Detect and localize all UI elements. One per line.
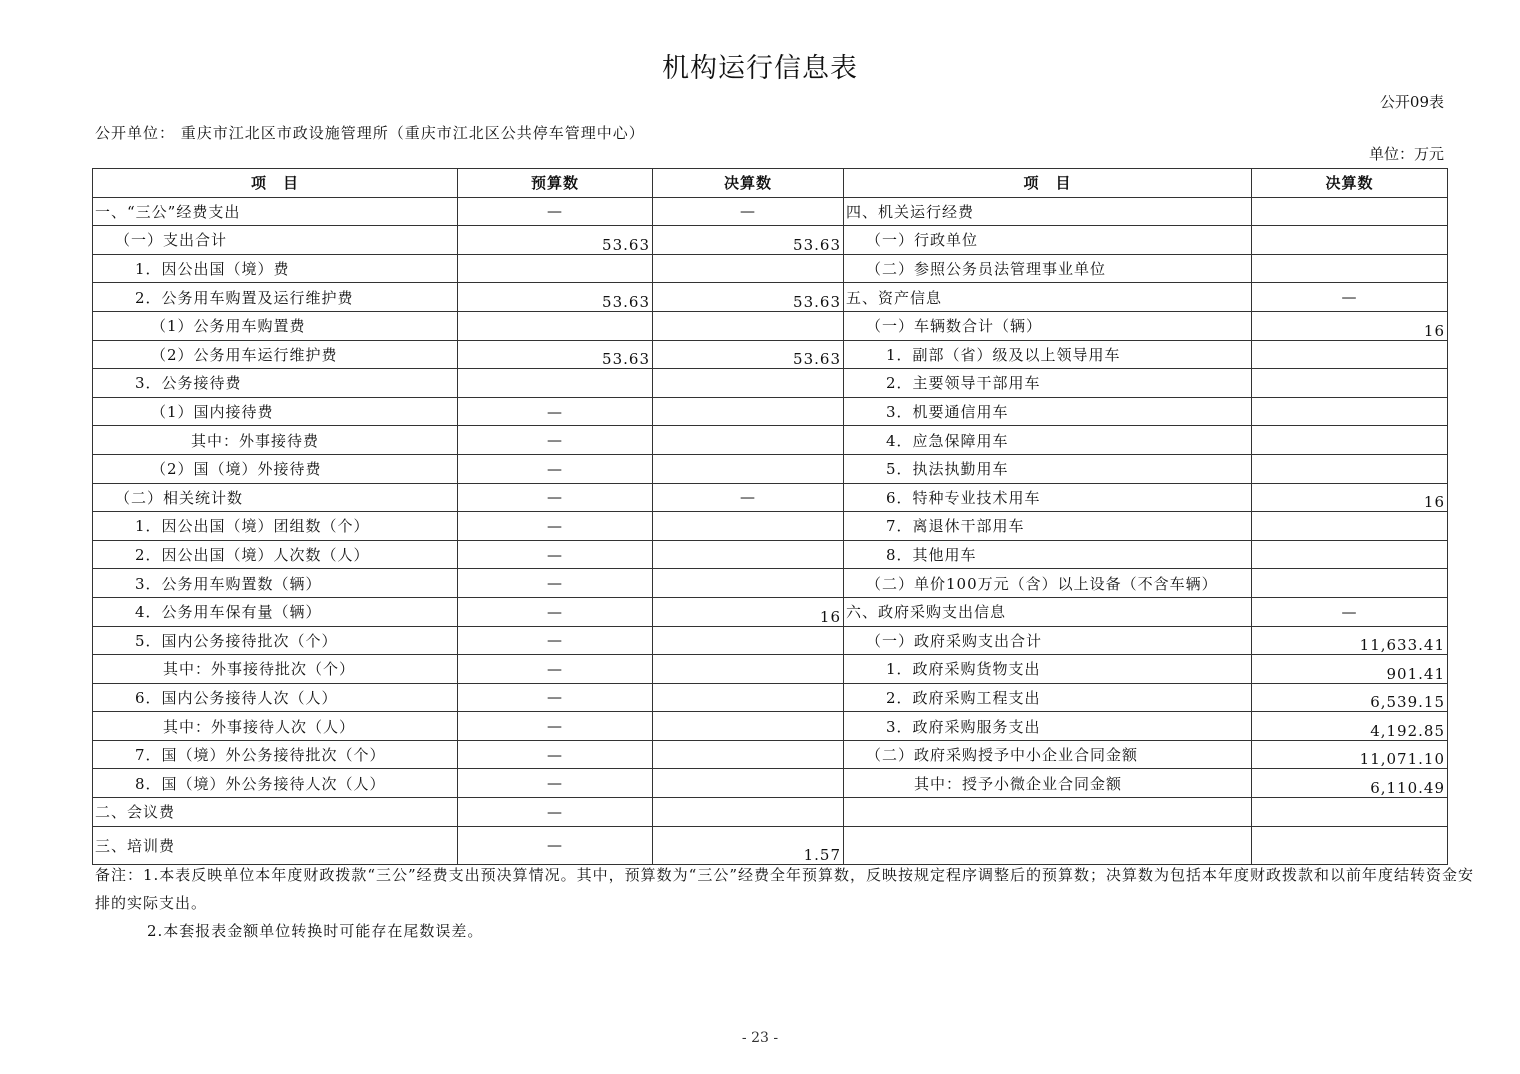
final-value-right: 6,539.15 [1252, 683, 1448, 712]
table-row [93, 683, 1448, 712]
right-item-label: 7．离退休干部用车 [844, 512, 1252, 541]
left-item-label: 其中：外事接待人次（人） [93, 712, 458, 741]
right-item-label: （一）车辆数合计（辆） [844, 311, 1252, 340]
left-item-label: （2）公务用车运行维护费 [93, 340, 458, 369]
right-item-label: （二）政府采购授予中小企业合同金额 [844, 740, 1252, 769]
final-value-left [653, 454, 844, 483]
right-item-label [844, 798, 1252, 827]
table-row [93, 540, 1448, 569]
final-value-left: 1.57 [653, 826, 844, 864]
budget-value: — [458, 483, 653, 512]
final-value-left: — [653, 483, 844, 512]
final-value-right [1252, 826, 1448, 864]
currency-unit: 单位：万元 [1368, 145, 1444, 163]
right-item-label: （二）单价100万元（含）以上设备（不含车辆） [844, 569, 1252, 598]
table-header-row [93, 169, 1448, 198]
budget-value: — [458, 540, 653, 569]
left-item-label: 3．公务用车购置数（辆） [93, 569, 458, 598]
final-value-right [1252, 798, 1448, 827]
table-row [93, 626, 1448, 655]
final-value-left [653, 369, 844, 398]
final-value-left: 53.63 [653, 283, 844, 312]
final-value-right [1252, 254, 1448, 283]
budget-value: — [458, 426, 653, 455]
table-row [93, 712, 1448, 741]
table-body [93, 197, 1448, 864]
header-final-left: 决算数 [653, 169, 844, 198]
final-value-right: 6,110.49 [1252, 769, 1448, 798]
note-2: 2.本套报表金额单位转换时可能存在尾数误差。 [147, 922, 484, 940]
left-item-label: 二、会议费 [93, 798, 458, 827]
left-item-label: 1．因公出国（境）团组数（个） [93, 512, 458, 541]
table-row [93, 483, 1448, 512]
right-item-label: 六、政府采购支出信息 [844, 597, 1252, 626]
final-value-right [1252, 369, 1448, 398]
budget-value: 53.63 [458, 283, 653, 312]
left-item-label: 5．国内公务接待批次（个） [93, 626, 458, 655]
right-item-label: （二）参照公务员法管理事业单位 [844, 254, 1252, 283]
budget-value: — [458, 512, 653, 541]
right-item-label: 6．特种专业技术用车 [844, 483, 1252, 512]
right-item-label: 3．机要通信用车 [844, 397, 1252, 426]
left-item-label: 1．因公出国（境）费 [93, 254, 458, 283]
right-item-label: （一）政府采购支出合计 [844, 626, 1252, 655]
final-value-right [1252, 226, 1448, 255]
right-item-label [844, 826, 1252, 864]
final-value-left [653, 569, 844, 598]
left-item-label: 一、“三公”经费支出 [93, 197, 458, 226]
table-row [93, 340, 1448, 369]
left-item-label: （2）国（境）外接待费 [93, 454, 458, 483]
final-value-right [1252, 454, 1448, 483]
final-value-right [1252, 197, 1448, 226]
budget-value: — [458, 769, 653, 798]
right-item-label: 1．副部（省）级及以上领导用车 [844, 340, 1252, 369]
right-item-label: 5．执法执勤用车 [844, 454, 1252, 483]
final-value-right: 16 [1252, 483, 1448, 512]
budget-value: — [458, 683, 653, 712]
final-value-left [653, 740, 844, 769]
table-row [93, 197, 1448, 226]
left-item-label: （二）相关统计数 [93, 483, 458, 512]
final-value-left: 53.63 [653, 340, 844, 369]
right-item-label: 2．政府采购工程支出 [844, 683, 1252, 712]
header-item-left: 项 目 [93, 169, 458, 198]
budget-value: — [458, 798, 653, 827]
notes [95, 861, 1485, 945]
left-item-label: 7．国（境）外公务接待批次（个） [93, 740, 458, 769]
header-final-right: 决算数 [1252, 169, 1448, 198]
left-item-label: 其中：外事接待费 [93, 426, 458, 455]
final-value-left [653, 397, 844, 426]
final-value-right: 901.41 [1252, 655, 1448, 684]
right-item-label: （一）行政单位 [844, 226, 1252, 255]
table-row [93, 769, 1448, 798]
table-row [93, 397, 1448, 426]
final-value-left [653, 683, 844, 712]
budget-value: 53.63 [458, 226, 653, 255]
budget-value [458, 254, 653, 283]
right-item-label: 五、资产信息 [844, 283, 1252, 312]
header-budget: 预算数 [458, 169, 653, 198]
final-value-right [1252, 340, 1448, 369]
table-row [93, 254, 1448, 283]
right-item-label: 四、机关运行经费 [844, 197, 1252, 226]
budget-value [458, 311, 653, 340]
right-item-label: 4．应急保障用车 [844, 426, 1252, 455]
table-row [93, 226, 1448, 255]
final-value-right: — [1252, 283, 1448, 312]
left-item-label: 8．国（境）外公务接待人次（人） [93, 769, 458, 798]
final-value-left [653, 512, 844, 541]
final-value-left: 16 [653, 597, 844, 626]
final-value-right [1252, 426, 1448, 455]
left-item-label: 6．国内公务接待人次（人） [93, 683, 458, 712]
budget-value [458, 369, 653, 398]
final-value-left [653, 798, 844, 827]
final-value-left [653, 626, 844, 655]
final-value-right [1252, 512, 1448, 541]
left-item-label: （1）公务用车购置费 [93, 311, 458, 340]
final-value-left: 53.63 [653, 226, 844, 255]
table-row [93, 655, 1448, 684]
final-value-right: — [1252, 597, 1448, 626]
info-table [92, 168, 1448, 865]
final-value-right [1252, 569, 1448, 598]
reporting-unit: 公开单位： 重庆市江北区市政设施管理所（重庆市江北区公共停车管理中心） [95, 124, 645, 142]
final-value-right [1252, 397, 1448, 426]
note-1: 备注：1.本表反映单位本年度财政拨款“三公”经费支出预决算情况。其中，预算数为“三公”经费全年预算数，反映按规定程序调整后的预算数；决算数为包括本年度财政拨款和以前年度结转资金安排的实际支出。 [95, 866, 1474, 912]
header-item-right: 项 目 [844, 169, 1252, 198]
budget-value: — [458, 740, 653, 769]
budget-value: — [458, 655, 653, 684]
table-row [93, 283, 1448, 312]
page-number: - 23 - [741, 1030, 779, 1046]
left-item-label: 4．公务用车保有量（辆） [93, 597, 458, 626]
table-row [93, 597, 1448, 626]
table-row [93, 454, 1448, 483]
page-title: 机构运行信息表 [662, 53, 858, 84]
final-value-right: 11,071.10 [1252, 740, 1448, 769]
table-row [93, 569, 1448, 598]
left-item-label: 其中：外事接待批次（个） [93, 655, 458, 684]
right-item-label: 8．其他用车 [844, 540, 1252, 569]
budget-value: — [458, 826, 653, 864]
final-value-right: 11,633.41 [1252, 626, 1448, 655]
final-value-left [653, 769, 844, 798]
budget-value: — [458, 569, 653, 598]
right-item-label: 3．政府采购服务支出 [844, 712, 1252, 741]
budget-value: 53.63 [458, 340, 653, 369]
table-row [93, 798, 1448, 827]
final-value-right: 4,192.85 [1252, 712, 1448, 741]
left-item-label: 2．因公出国（境）人次数（人） [93, 540, 458, 569]
table-row [93, 426, 1448, 455]
right-item-label: 其中：授予小微企业合同金额 [844, 769, 1252, 798]
budget-value: — [458, 597, 653, 626]
final-value-left [653, 540, 844, 569]
table-code: 公开09表 [1379, 93, 1444, 111]
table-row [93, 311, 1448, 340]
left-item-label: 3．公务接待费 [93, 369, 458, 398]
final-value-left [653, 426, 844, 455]
table-row [93, 512, 1448, 541]
budget-value: — [458, 397, 653, 426]
final-value-right [1252, 540, 1448, 569]
budget-value: — [458, 626, 653, 655]
budget-value: — [458, 454, 653, 483]
left-item-label: 三、培训费 [93, 826, 458, 864]
left-item-label: 2．公务用车购置及运行维护费 [93, 283, 458, 312]
right-item-label: 1．政府采购货物支出 [844, 655, 1252, 684]
table-row [93, 369, 1448, 398]
budget-value: — [458, 712, 653, 741]
budget-value: — [458, 197, 653, 226]
final-value-left: — [653, 197, 844, 226]
left-item-label: （一）支出合计 [93, 226, 458, 255]
final-value-right: 16 [1252, 311, 1448, 340]
right-item-label: 2．主要领导干部用车 [844, 369, 1252, 398]
final-value-left [653, 655, 844, 684]
table-row [93, 826, 1448, 864]
final-value-left [653, 254, 844, 283]
left-item-label: （1）国内接待费 [93, 397, 458, 426]
final-value-left [653, 311, 844, 340]
table-row [93, 740, 1448, 769]
final-value-left [653, 712, 844, 741]
